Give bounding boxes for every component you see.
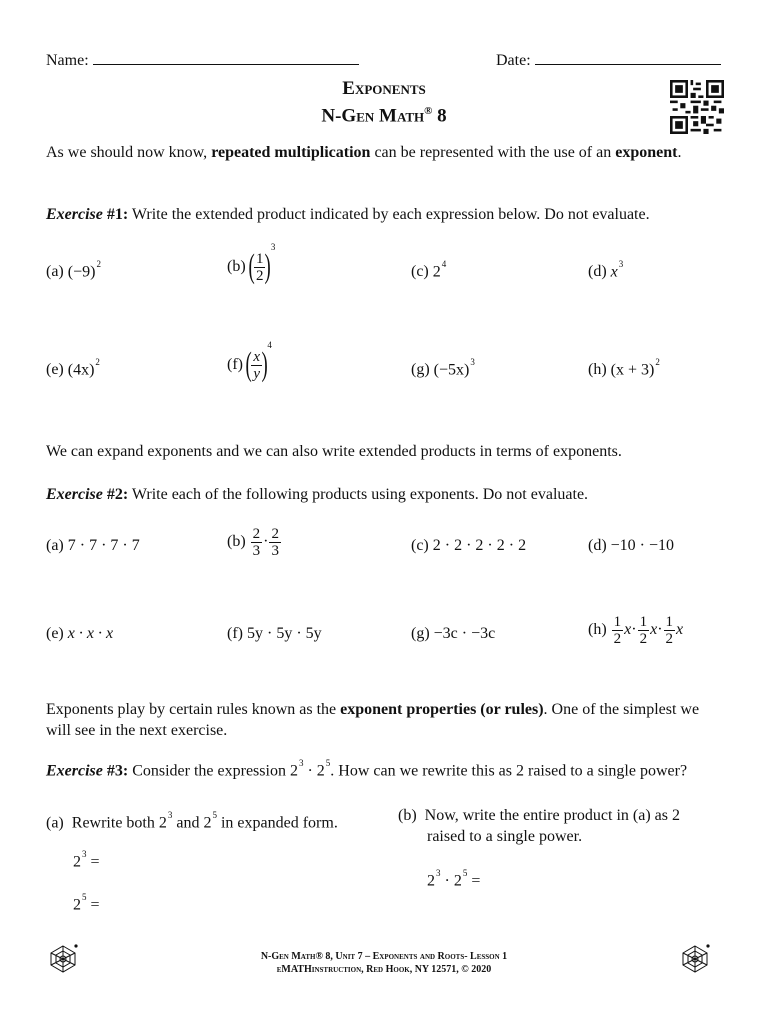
date-label: Date: [496, 52, 531, 69]
footer-line2: eMATHinstruction, Red Hook, NY 12571, © 2020 [276, 964, 492, 975]
name-field[interactable] [46, 50, 359, 70]
expand-paragraph: We can expand exponents and we can also write extended products in terms of exponents. [46, 443, 622, 460]
ex3-b-answer-line[interactable]: $2^3 \cdot 2^5$ = [427, 868, 481, 890]
ex3-a-line1[interactable]: $2^3$ = [73, 849, 100, 871]
ex2-item-a: (a) 7 · 7 · 7 · 7 [46, 537, 140, 554]
ex1-item-d: (d) $x^3$ [588, 259, 624, 281]
ex1-item-a: (a) $(-9)^2$ [46, 259, 101, 281]
title-reg-mark: ® [424, 105, 433, 117]
ex3-part-b: (b) Now, write the entire product in (a) as 2 raised to a single power. [398, 807, 680, 845]
qr-code-icon[interactable] [670, 80, 724, 134]
ex1-item-e: (e) $(4x)^2$ [46, 357, 100, 379]
ex1-item-f: (f)( $\frac{x}{y}$ )$^4$ [227, 340, 272, 383]
exercise-3-prompt: Exercise #3: Consider the expression $2^3 \cdot 2^5$. How can we rewrite this as 2 raised to a single power? [46, 758, 688, 780]
ex2-item-h: (h) $\frac{1}{2}$ x· $\frac{1}{2}$ x· $\frac{1}{2}$ x [588, 614, 684, 647]
page-title [0, 78, 768, 127]
ex1-item-g: (g) $(-5x)^3$ [411, 357, 475, 379]
ex1-item-c: (c) $2^4$ [411, 259, 447, 281]
ex2-item-g: (g) −3c · −3c [411, 625, 496, 642]
term-repeated-multiplication: repeated multiplication [211, 144, 371, 161]
name-label: Name: [46, 52, 89, 69]
footer-line1: N-Gen Math® 8, Unit 7 – Exponents and Roots- Lesson 1 [260, 951, 508, 962]
date-field[interactable] [496, 50, 721, 70]
ex1-item-h: (h) $(x + 3)^2$ [588, 357, 660, 379]
ex2-item-f: (f) 5y · 5y · 5y [227, 625, 322, 642]
date-blank[interactable] [535, 50, 721, 65]
intro-paragraph: As we should now know, repeated multiplication can be represented with the use of an exponent. [46, 144, 682, 161]
ex1-item-b: (b)( $\frac{1}{2}$ )$^3$ [227, 242, 276, 285]
title-grade: 8 [432, 105, 447, 127]
term-exponent-properties: exponent properties (or rules) [340, 701, 544, 718]
exercise-2-prompt: Exercise #2: Write each of the following products using exponents. Do not evaluate. [46, 486, 589, 503]
ex2-item-c: (c) 2 · 2 · 2 · 2 · 2 [411, 537, 527, 554]
title-line2: N-Gen Math [321, 105, 425, 127]
term-exponent: exponent [615, 144, 678, 161]
ex2-item-d: (d) −10 · −10 [588, 537, 675, 554]
name-blank[interactable] [93, 50, 359, 65]
ex3-part-a: (a) Rewrite both $2^3$ and $2^5$ in expanded form. [46, 810, 338, 832]
ex2-item-e: (e) x · x · x [46, 625, 114, 642]
rules-paragraph: Exponents play by certain rules known as the exponent properties (or rules). One of the simplest we will see in the next exercise. [46, 701, 700, 739]
title-line1: Exponents [342, 78, 426, 99]
ex3-a-line2[interactable]: $2^5$ = [73, 892, 100, 914]
footer [0, 950, 768, 976]
ex2-item-b: (b) $\frac{2}{3}$ · $\frac{2}{3}$ [227, 526, 279, 559]
exercise-1-prompt: Exercise #1: Write the extended product indicated by each expression below. Do not evaluate. [46, 206, 650, 223]
